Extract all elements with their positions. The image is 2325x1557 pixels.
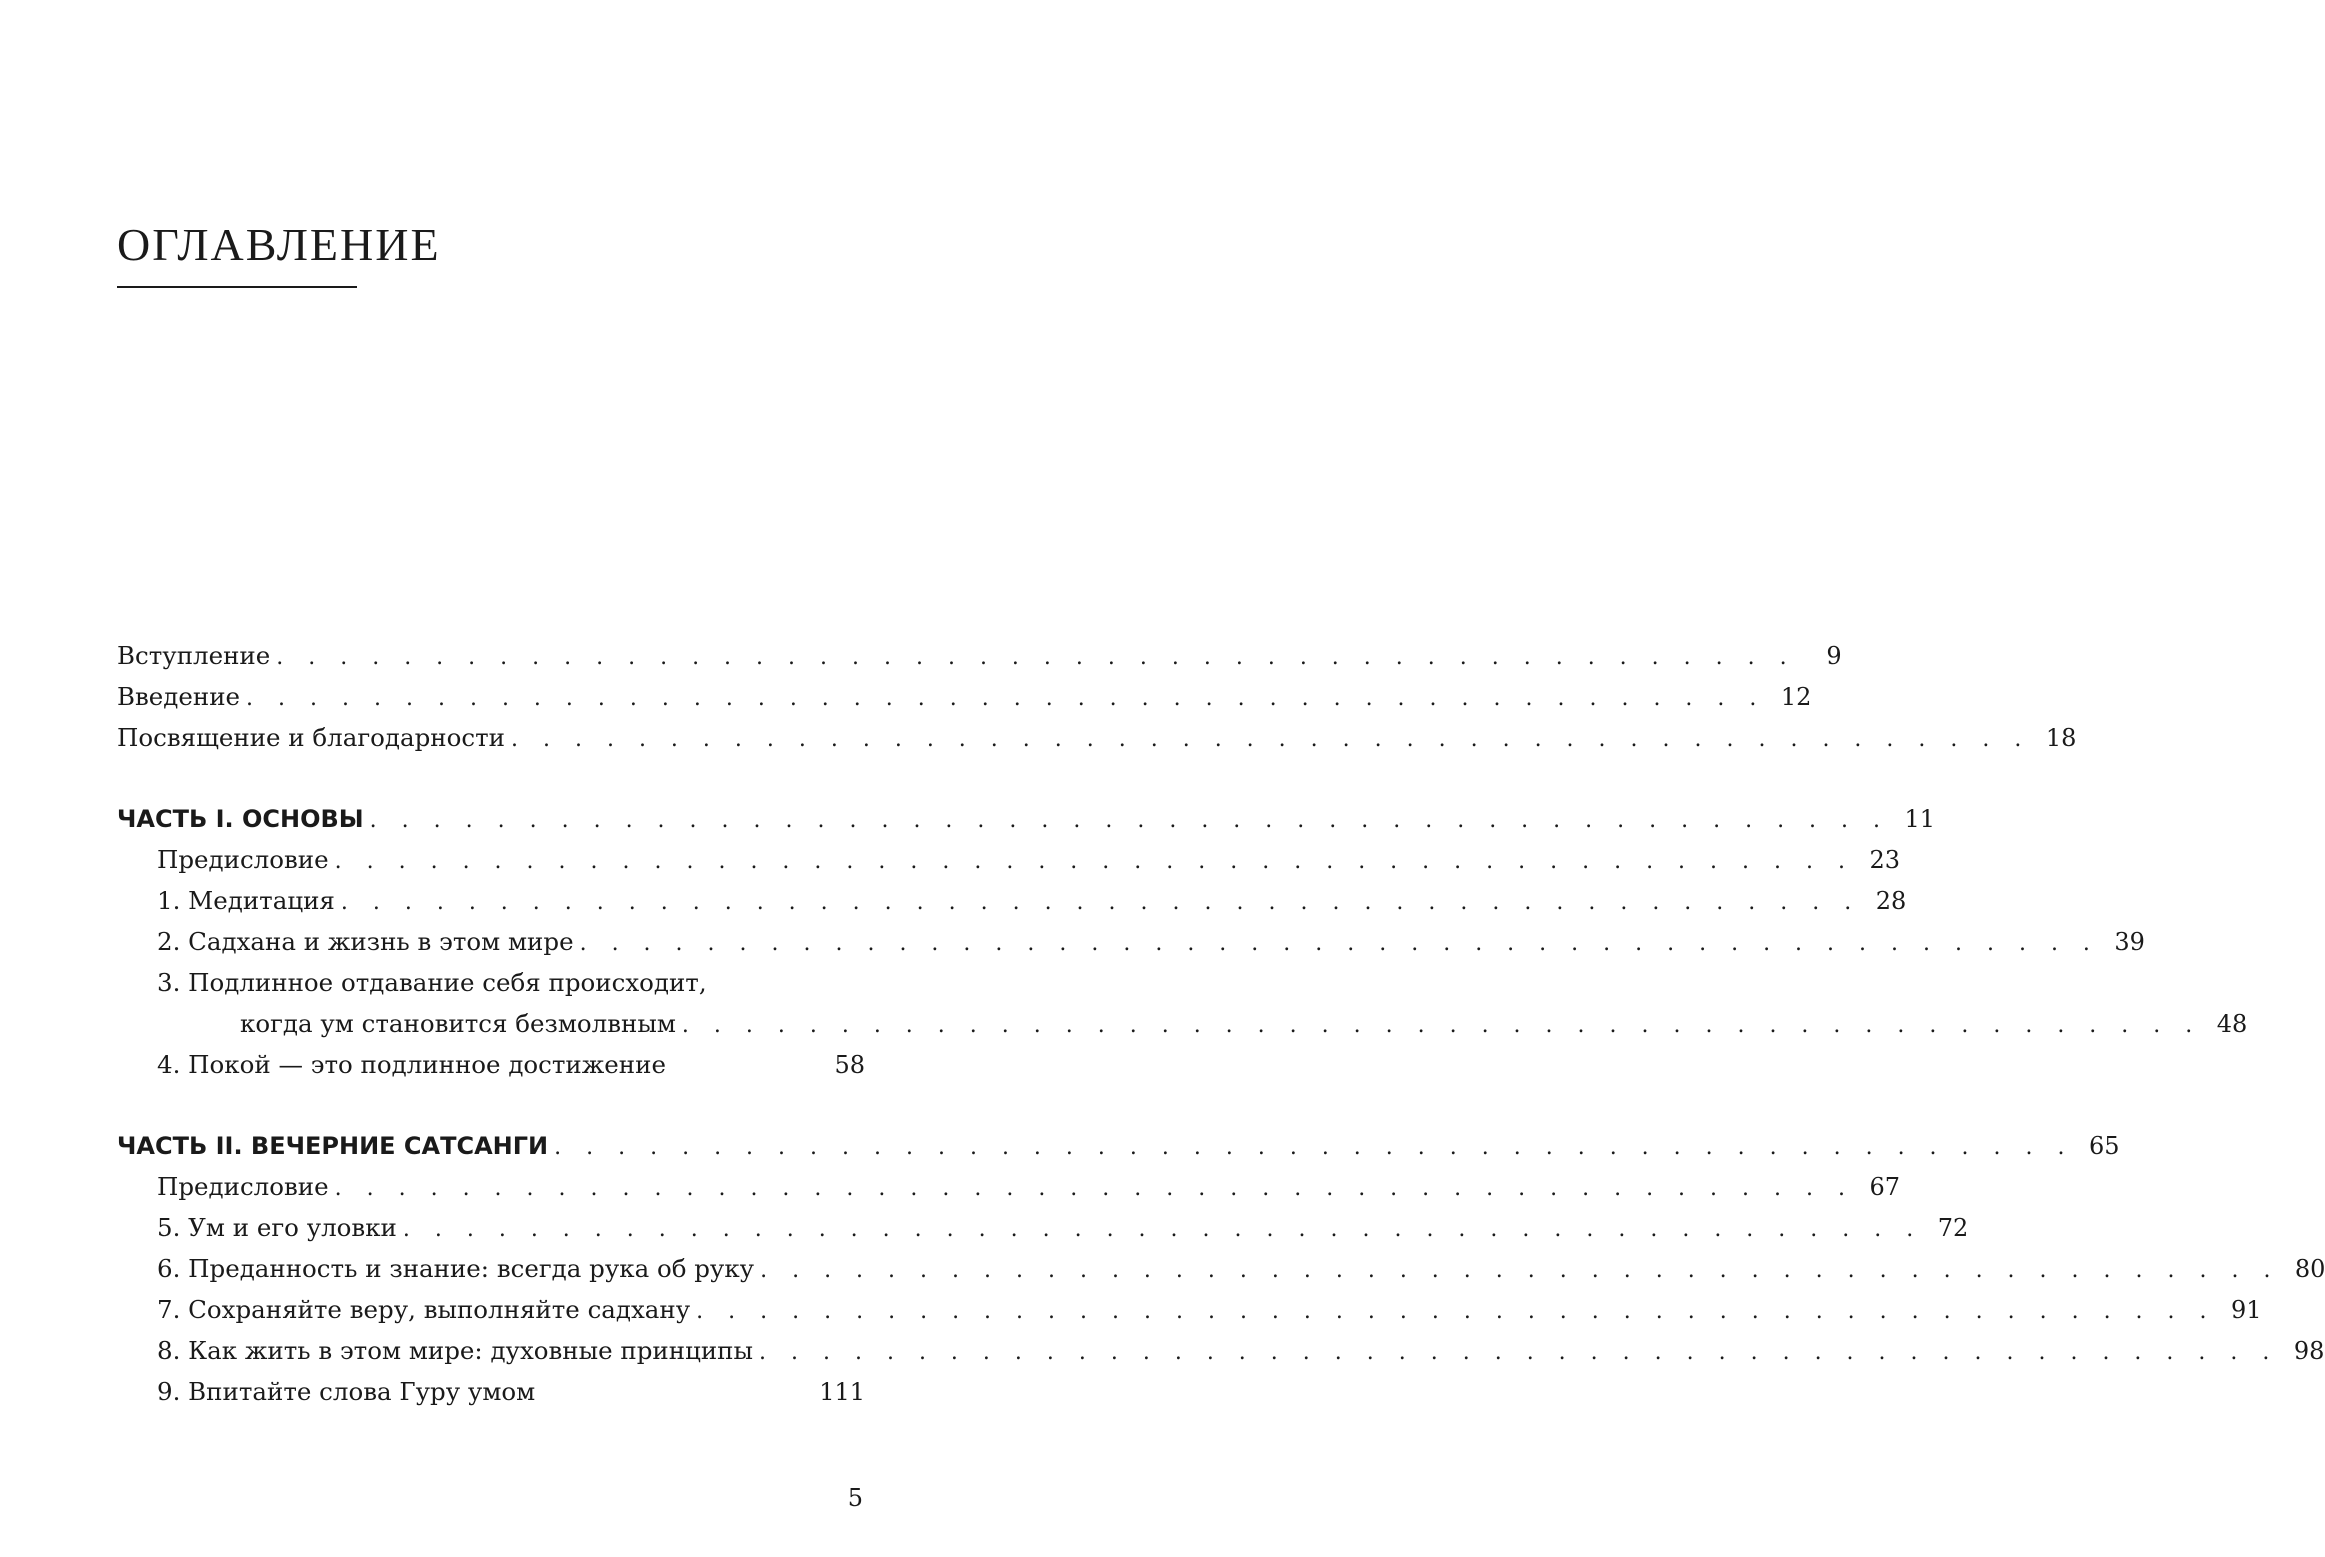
toc-entry-title: Посвящение и благодарности [117,723,505,752]
toc-entry-page: 98 [2293,1337,2325,1365]
toc-entry-page: 18 [2045,724,2077,752]
toc-entry-title: 5. Ум и его уловки [157,1213,397,1242]
title-underline [117,286,357,288]
dot-leader: . . . . . . . . . . . . . . . . . . . . . . . . . . . . . . . . . . . . . . . . . . . . . . . . [369,808,1890,833]
toc-entry-title: Введение [117,682,241,711]
toc-entry-title: 1. Медитация [157,886,335,915]
toc-entry[interactable] [157,1331,2325,1371]
toc-entry-title: Предисловие [157,1172,329,1201]
toc-entry[interactable] [157,1045,865,1085]
dot-leader: . . . . . . . . . . . . . . . . . . . . . . . . . . . . . . . . . . . . . . . . . . . . . . . . [276,645,1796,670]
dot-leader: . . . . . . . . . . . . . . . . . . . . . . . . . . . . . . . . . . . . . . . . . . . . . . . . [759,1340,2279,1365]
toc-entry[interactable] [157,963,865,1003]
toc-entry-page: 9 [1826,642,1842,670]
toc-entry-page: 80 [2294,1255,2325,1283]
toc-entry-title: Предисловие [157,845,329,874]
toc-entry-page: 48 [2216,1010,2248,1038]
toc-entry-page: 111 [819,1378,865,1406]
toc-entry-title: 8. Как жить в этом мире: духовные принципы [157,1336,754,1365]
toc-entry-title: 9. Впитайте слова Гуру умом [157,1377,536,1406]
toc-entry-title: Вступление [117,641,271,670]
toc-part-heading[interactable] [117,1126,2120,1166]
dot-leader: . . . . . . . . . . . . . . . . . . . . . . . . . . . . . . . . . . . . . . . . . . . . . . . . [334,849,1854,874]
toc-entry-continuation[interactable] [240,1004,2248,1044]
toc-entry-title: 2. Садхана и жизнь в этом мире [157,927,574,956]
toc-entry[interactable] [117,636,1842,676]
dot-leader: . . . . . . . . . . . . . . . . . . . . . . . . . . . . . . . . . . . . . . . . . . . . . . . . [402,1217,1923,1242]
toc-entry-title: 7. Сохраняйте веру, выполняйте садхану [157,1295,691,1324]
toc-entry-page: 28 [1875,887,1907,915]
toc-part-title: ЧАСТЬ II. ВЕЧЕРНИЕ САТСАНГИ [117,1132,549,1160]
dot-leader: . . . . . . . . . . . . . . . . . . . . . . . . . . . . . . . . . . . . . . . . . . . . . . . . [554,1135,2074,1160]
dot-leader: . . . . . . . . . . . . . . . . . . . . . . . . . . . . . . . . . . . . . . . . . . . . . . . . [334,1176,1854,1201]
toc-entry[interactable] [157,840,1900,880]
toc-entry-page: 39 [2114,928,2145,956]
toc-entry[interactable] [157,1372,865,1412]
toc-entry-page: 72 [1937,1214,1969,1242]
dot-leader: . . . . . . . . . . . . . . . . . . . . . . . . . . . . . . . . . . . . . . . . . . . . . . . . [511,727,2031,752]
toc-entry-title: 4. Покой — это подлинное достижение [157,1050,666,1079]
toc-entry[interactable] [157,1167,1900,1207]
dot-leader: . . . . . . . . . . . . . . . . . . . . . . . . . . . . . . . . . . . . . . . . . . . . . . . . [760,1258,2280,1283]
toc-entry-page: 67 [1869,1173,1900,1201]
toc-part-page: 65 [2088,1132,2120,1160]
dot-leader: . . . . . . . . . . . . . . . . . . . . . . . . . . . . . . . . . . . . . . . . . . . . . . . . [696,1299,2216,1324]
page-number: 5 [847,1484,863,1512]
toc-entry-page: 58 [834,1051,865,1079]
page-title: ОГЛАВЛЕНИЕ [117,219,441,270]
toc-part-page: 11 [1904,805,1936,833]
toc-entry-title: 6. Преданность и знание: всегда рука об руку [157,1254,755,1283]
dot-leader: . . . . . . . . . . . . . . . . . . . . . . . . . . . . . . . . . . . . . . . . . . . . . . . . [681,1013,2202,1038]
toc-entry-title: 3. Подлинное отдавание себя происходит, [157,968,707,997]
toc-entry[interactable] [157,922,2145,962]
dot-leader: . . . . . . . . . . . . . . . . . . . . . . . . . . . . . . . . . . . . . . . . . . . . . . . . [246,686,1766,711]
toc-entry[interactable] [157,1249,2325,1289]
toc-entry-page: 23 [1869,846,1900,874]
toc-entry[interactable] [117,677,1812,717]
toc-entry-page: 12 [1780,683,1812,711]
toc-part-heading[interactable] [117,799,1936,839]
toc-entry-title-continuation: когда ум становится безмолвным [240,1009,676,1038]
dot-leader: . . . . . . . . . . . . . . . . . . . . . . . . . . . . . . . . . . . . . . . . . . . . . . . . [340,890,1861,915]
dot-leader: . . . . . . . . . . . . . . . . . . . . . . . . . . . . . . . . . . . . . . . . . . . . . . . . [579,931,2099,956]
toc-entry-page: 91 [2230,1296,2262,1324]
toc-entry[interactable] [117,718,2077,758]
toc-entry[interactable] [157,1208,1969,1248]
toc-part-title: ЧАСТЬ I. ОСНОВЫ [117,805,364,833]
toc-entry[interactable] [157,1290,2262,1330]
toc-entry[interactable] [157,881,1907,921]
